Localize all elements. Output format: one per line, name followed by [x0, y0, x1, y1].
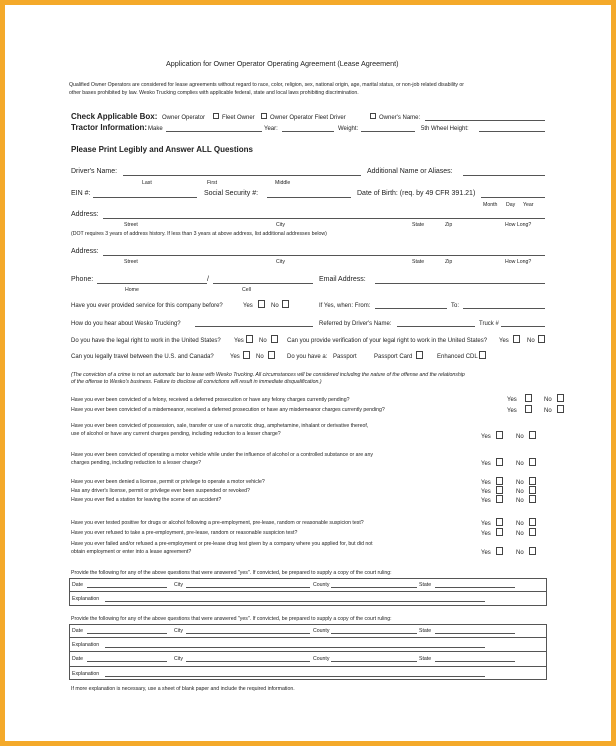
state-2-label: State: [419, 628, 432, 634]
question-3-line-2: use of alcohol or have any current charges pending, including reduction to a lesser charge?: [71, 431, 281, 437]
owner-operator-checkbox[interactable]: [213, 113, 219, 119]
truck-field[interactable]: [501, 326, 545, 327]
q4-no-checkbox[interactable]: [529, 458, 536, 466]
city-3-label: City: [174, 656, 183, 662]
detail-box-2-divider-2: [69, 651, 547, 652]
passport-label: Passport: [333, 354, 357, 360]
ein-label: EIN #:: [71, 190, 91, 197]
dob-field[interactable]: [481, 197, 545, 198]
form-title: Application for Owner Operator Operating Agreement (Lease Agreement): [166, 59, 399, 68]
address-note: (DOT requires 3 years of address history. If less than 3 years at above address, list additional addresses below): [71, 231, 327, 237]
hear-field[interactable]: [195, 326, 313, 327]
state-3-label: State: [419, 656, 432, 662]
opt-fleet-owner: Fleet Owner: [222, 115, 255, 121]
state-3-field[interactable]: [435, 661, 515, 662]
zip-2-caption: Zip: [445, 259, 453, 265]
q-proof-no: No: [527, 338, 535, 344]
application-form: [5, 5, 611, 741]
date-1-label: Date: [72, 582, 83, 588]
question-9: Have you ever refused to take a pre-employment, pre-lease, random or reasonable suspicion test?: [71, 530, 298, 536]
q-travel-no: No: [256, 354, 264, 360]
aliases-field[interactable]: [463, 175, 545, 176]
q5-no: No: [516, 480, 524, 486]
q6-yes-checkbox[interactable]: [496, 486, 503, 494]
explanation-1-label: Explanation: [72, 596, 100, 602]
home-phone-field[interactable]: [97, 283, 207, 284]
ein-field[interactable]: [93, 197, 197, 198]
q8-yes-checkbox[interactable]: [496, 518, 503, 526]
phone-divider: /: [207, 276, 209, 283]
conviction-note-1: (The conviction of a crime is not an automatic bar to lease with Wesko Trucking. All circumstances will be considered including the nature of the offense and the relationship: [71, 372, 465, 378]
explanation-1-field[interactable]: [105, 601, 485, 602]
q3-no-checkbox[interactable]: [529, 431, 536, 439]
q-legal: Do you have the legal right to work in the United States?: [71, 338, 221, 344]
question-10-line-2: obtain employment or enter into a lease agreement?: [71, 549, 192, 555]
state-2-field[interactable]: [435, 633, 515, 634]
q2-no-checkbox[interactable]: [557, 405, 564, 413]
provided-no-checkbox[interactable]: [282, 300, 289, 308]
q4-yes: Yes: [481, 461, 491, 467]
q9-no-checkbox[interactable]: [529, 528, 536, 536]
make-label: Make: [148, 126, 163, 132]
q10-yes: Yes: [481, 550, 491, 556]
county-3-label: County: [313, 656, 330, 662]
explanation-2-label: Explanation: [72, 642, 100, 648]
state-2-caption: State: [412, 259, 425, 265]
q3-no: No: [516, 434, 524, 440]
q8-no: No: [516, 521, 524, 527]
month-caption: Month: [483, 202, 498, 208]
date-3-label: Date: [72, 656, 83, 662]
q4-yes-checkbox[interactable]: [496, 458, 503, 466]
edl-checkbox[interactable]: [479, 351, 486, 359]
zip-caption: Zip: [445, 222, 453, 228]
county-2-field[interactable]: [331, 633, 417, 634]
referred-label: Referred by Driver's Name:: [319, 321, 392, 327]
from-field[interactable]: [375, 308, 447, 309]
email-field[interactable]: [375, 283, 545, 284]
q9-yes: Yes: [481, 531, 491, 537]
date-1-field[interactable]: [87, 587, 167, 588]
provide-note-2: Provide the following for any of the above questions that were answered "yes". If convicted, be prepared to supply a copy of the court ruling:: [71, 616, 392, 622]
date-2-field[interactable]: [87, 633, 167, 634]
county-1-field[interactable]: [331, 587, 417, 588]
print-heading: Please Print Legibly and Answer ALL Questions: [71, 145, 253, 154]
weight-field[interactable]: [361, 131, 415, 132]
state-1-label: State: [419, 582, 432, 588]
q3-yes-checkbox[interactable]: [496, 431, 503, 439]
last-caption: Last: [142, 180, 152, 186]
fifth-wheel-field[interactable]: [479, 131, 545, 132]
legal-no-checkbox[interactable]: [271, 335, 278, 343]
fleet-driver-checkbox[interactable]: [370, 113, 376, 119]
question-5: Have you ever been denied a license, permit or privilege to operate a motor vehicle?: [71, 479, 265, 485]
state-caption: State: [412, 222, 425, 228]
q6-no: No: [516, 489, 524, 495]
city-2-label: City: [174, 628, 183, 634]
city-3-field[interactable]: [186, 661, 310, 662]
owners-name-field[interactable]: [425, 120, 545, 121]
explanation-3-field[interactable]: [105, 676, 485, 677]
proof-no-checkbox[interactable]: [538, 335, 545, 343]
explanation-3-label: Explanation: [72, 671, 100, 677]
opt-owner-operator: Owner Operator: [162, 115, 206, 121]
county-1-label: County: [313, 582, 330, 588]
question-6: Has any driver's license, permit or privilege ever been suspended or revoked?: [71, 488, 250, 494]
q-legal-no: No: [259, 338, 267, 344]
first-caption: First: [207, 180, 218, 186]
year-label: Year:: [264, 126, 278, 132]
intro-line-2: other bases prohibited by law. Wesko Trucking complies with applicable federal, state and local laws prohibiting discrimination.: [69, 90, 359, 96]
email-label: Email Address:: [319, 276, 366, 283]
how-long-2-caption: How Long?: [505, 259, 532, 265]
question-1: Have you ever been convicted of a felony, received a deferred prosecution or have any felony charges currently pending?: [71, 397, 350, 403]
county-2-label: County: [313, 628, 330, 634]
q-legal-yes: Yes: [234, 338, 244, 344]
weight-label: Weight:: [338, 126, 359, 132]
q-proof-yes: Yes: [499, 338, 509, 344]
provided-yes-checkbox[interactable]: [258, 300, 265, 308]
q-provided-no: No: [271, 303, 279, 309]
proof-yes-checkbox[interactable]: [513, 335, 520, 343]
detail-box-2-divider-3: [69, 666, 547, 667]
detail-box-2-divider-1: [69, 637, 547, 638]
question-8: Have you ever tested positive for drugs or alcohol following a pre-employment, pre-lease, random or reasonable suspicion test?: [71, 520, 364, 526]
provide-note-1: Provide the following for any of the above questions that were answered "yes". If convicted, be prepared to supply a copy of the court ruling:: [71, 570, 392, 576]
q1-yes-checkbox[interactable]: [525, 394, 532, 402]
address-2-field[interactable]: [103, 255, 545, 256]
city-1-field[interactable]: [186, 587, 310, 588]
q1-no: No: [544, 397, 552, 403]
edl-label: Enhanced CDL: [437, 354, 478, 360]
q5-no-checkbox[interactable]: [529, 477, 536, 485]
q2-no: No: [544, 408, 552, 414]
q10-yes-checkbox[interactable]: [496, 547, 503, 555]
q2-yes-checkbox[interactable]: [525, 405, 532, 413]
address-2-label: Address:: [71, 248, 99, 255]
q7-yes: Yes: [481, 498, 491, 504]
q6-yes: Yes: [481, 489, 491, 495]
q-proof: Can you provide verification of your legal right to work in the United States?: [287, 338, 488, 344]
question-10-line-1: Have you ever failed and/or refused a pre-employment or pre-lease drug test given by a company where you applied for, but did not: [71, 541, 373, 547]
if-yes-label: If Yes, when: From:: [319, 303, 371, 309]
city-2-caption: City: [276, 259, 285, 265]
state-1-field[interactable]: [435, 587, 515, 588]
q-provided: Have you ever provided service for this company before?: [71, 303, 223, 309]
q8-yes: Yes: [481, 521, 491, 527]
question-2: Have you ever been convicted of a misdemeanor, received a deferred prosecution or have any misdemeanor charges currently pending?: [71, 407, 385, 413]
to-label: To:: [451, 303, 460, 309]
explanation-2-field[interactable]: [105, 647, 485, 648]
travel-no-checkbox[interactable]: [268, 351, 275, 359]
city-caption: City: [276, 222, 285, 228]
opt-fleet-driver: Owner Operator Fleet Driver: [270, 115, 346, 121]
fifth-wheel-label: 5th Wheel Height:: [421, 126, 469, 132]
year-field[interactable]: [282, 131, 334, 132]
date-3-field[interactable]: [87, 661, 167, 662]
referred-field[interactable]: [397, 326, 475, 327]
legal-yes-checkbox[interactable]: [246, 335, 253, 343]
ssn-field[interactable]: [267, 197, 351, 198]
phone-label: Phone:: [71, 276, 94, 283]
day-caption: Day: [506, 202, 516, 208]
travel-yes-checkbox[interactable]: [243, 351, 250, 359]
county-3-field[interactable]: [331, 661, 417, 662]
conviction-note-2: of the offense to Wesko's business. Failure to disclose all convictions will result in immediate disqualification.): [71, 379, 322, 385]
q5-yes: Yes: [481, 480, 491, 486]
q9-yes-checkbox[interactable]: [496, 528, 503, 536]
cell-caption: Cell: [242, 287, 251, 293]
fleet-owner-checkbox[interactable]: [261, 113, 267, 119]
q7-no-checkbox[interactable]: [529, 495, 536, 503]
tractor-label: Tractor Information:: [71, 123, 148, 132]
question-4-line-1: Have you ever been convicted of operating a motor vehicle while under the influence of alcohol or a controlled substance or are any: [71, 452, 373, 458]
q-travel: Can you legally travel between the U.S. and Canada?: [71, 354, 214, 360]
q-provided-yes: Yes: [243, 303, 253, 309]
driver-name-field[interactable]: [123, 175, 361, 176]
question-7: Have you ever fled a station for leaving the scene of an accident?: [71, 497, 222, 503]
dob-label: Date of Birth: (req. by 49 CFR 391.21): [357, 190, 476, 197]
q-hear: How do you hear about Wesko Trucking?: [71, 321, 181, 327]
driver-name-label: Driver's Name:: [71, 168, 118, 175]
q5-yes-checkbox[interactable]: [496, 477, 503, 485]
passcard-label: Passport Card: [374, 354, 413, 360]
aliases-label: Additional Name or Aliases:: [367, 168, 453, 175]
owners-name-label: Owner's Name:: [379, 115, 421, 121]
city-2-field[interactable]: [186, 633, 310, 634]
street-2-caption: Street: [124, 259, 138, 265]
q3-yes: Yes: [481, 434, 491, 440]
q1-no-checkbox[interactable]: [557, 394, 564, 402]
passcard-checkbox[interactable]: [416, 351, 423, 359]
intro-line-1: Qualified Owner Operators are considered for lease agreements without regard to race, color, religion, sex, national origin, age, marital status, or non-job related disability or: [69, 82, 465, 88]
ssn-label: Social Security #:: [204, 190, 259, 197]
question-4-line-2: charges pending, including reduction to a lesser charge?: [71, 460, 202, 466]
question-3-line-1: Have you ever been convicted of possession, sale, transfer or use of a narcotic drug, amphetamine, inhalant or derivative thereof,: [71, 423, 369, 429]
q-travel-yes: Yes: [230, 354, 240, 360]
footer-note: If more explanation is necessary, use a sheet of blank paper and include the required information.: [71, 686, 295, 692]
how-long-caption: How Long?: [505, 222, 532, 228]
detail-box-1-divider: [69, 591, 547, 592]
year-caption: Year: [523, 202, 534, 208]
address-field[interactable]: [103, 218, 545, 219]
home-caption: Home: [125, 287, 139, 293]
q7-yes-checkbox[interactable]: [496, 495, 503, 503]
to-field[interactable]: [463, 308, 545, 309]
make-field[interactable]: [166, 131, 262, 132]
q2-yes: Yes: [507, 408, 517, 414]
middle-caption: Middle: [275, 180, 291, 186]
truck-label: Truck #: [479, 321, 499, 327]
street-caption: Street: [124, 222, 138, 228]
q10-no: No: [516, 550, 524, 556]
date-2-label: Date: [72, 628, 83, 634]
address-label: Address:: [71, 211, 99, 218]
city-1-label: City: [174, 582, 183, 588]
q-have: Do you have a:: [287, 354, 328, 360]
q8-no-checkbox[interactable]: [529, 518, 536, 526]
q1-yes: Yes: [507, 397, 517, 403]
q9-no: No: [516, 531, 524, 537]
q10-no-checkbox[interactable]: [529, 547, 536, 555]
q6-no-checkbox[interactable]: [529, 486, 536, 494]
check-label: Check Applicable Box:: [71, 112, 158, 121]
q7-no: No: [516, 498, 524, 504]
q4-no: No: [516, 461, 524, 467]
cell-phone-field[interactable]: [213, 283, 313, 284]
